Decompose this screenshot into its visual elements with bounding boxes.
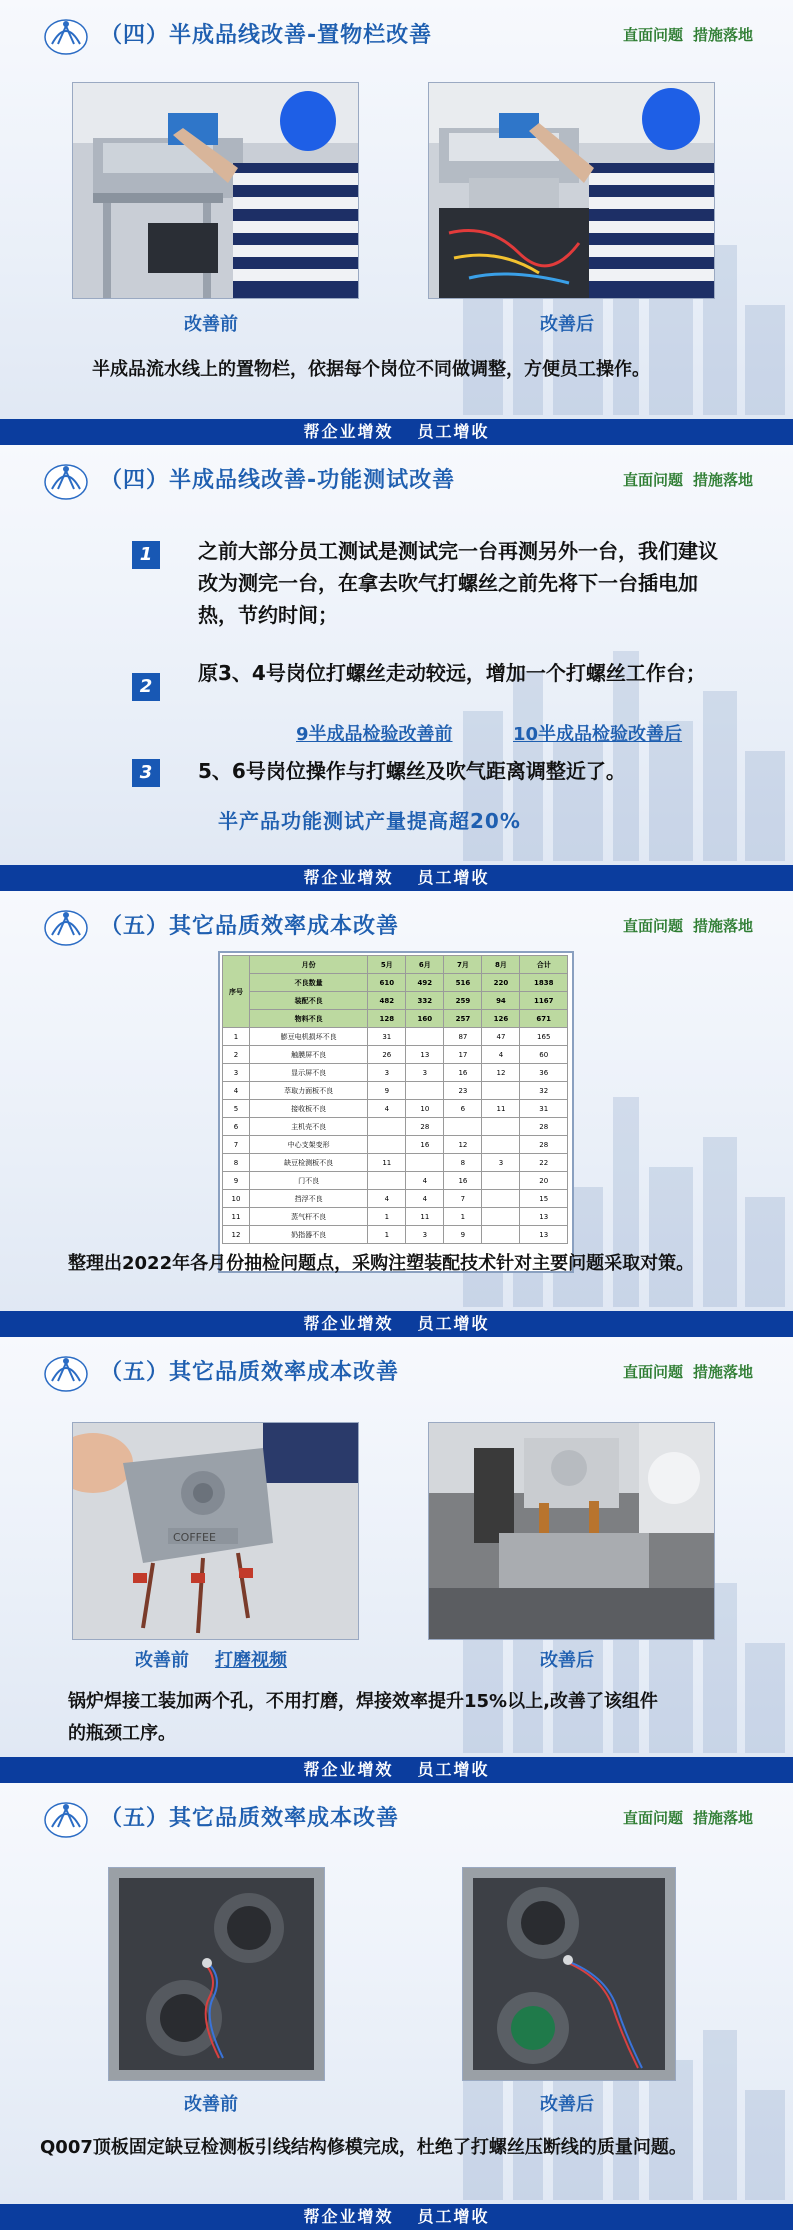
tag-face-problem: 直面问题 bbox=[622, 917, 683, 935]
table-cell: 516 bbox=[444, 974, 482, 992]
slide-title: （四）半成品线改善-置物栏改善 bbox=[100, 23, 433, 48]
footer-right-text: 员工增收 bbox=[417, 868, 490, 887]
table-row bbox=[223, 1082, 568, 1100]
table-cell bbox=[368, 1172, 406, 1190]
table-cell bbox=[406, 1028, 444, 1046]
table-cell: 4 bbox=[368, 1190, 406, 1208]
photo-before bbox=[108, 1867, 325, 2081]
table-cell bbox=[368, 1136, 406, 1154]
table-cell: 87 bbox=[444, 1028, 482, 1046]
footer-right-text: 员工增收 bbox=[417, 422, 490, 441]
table-header: 8月 bbox=[482, 956, 520, 974]
table-cell: 4 bbox=[406, 1172, 444, 1190]
item-number-3: 3 bbox=[132, 759, 160, 787]
slide-q007-wiring bbox=[0, 1783, 793, 2230]
photo-engraving: COFFEE bbox=[173, 1531, 216, 1544]
table-header: 月份 bbox=[250, 956, 368, 974]
table-header: 6月 bbox=[406, 956, 444, 974]
footer-left-text: 帮企业增效 bbox=[303, 1314, 394, 1333]
slide-boiler-welding bbox=[0, 1337, 793, 1783]
footer-left-text: 帮企业增效 bbox=[303, 1760, 394, 1779]
table-summary-row bbox=[223, 974, 568, 992]
table-cell: 2 bbox=[223, 1046, 250, 1064]
item-text-2: 原3、4号岗位打螺丝走动较远，增加一个打螺丝工作台； bbox=[198, 661, 706, 685]
table-cell bbox=[406, 1154, 444, 1172]
table-cell: 12 bbox=[223, 1226, 250, 1244]
table-cell: 挡浮不良 bbox=[250, 1190, 368, 1208]
table-cell: 9 bbox=[444, 1226, 482, 1244]
table-row bbox=[223, 1046, 568, 1064]
table-cell: 接收板不良 bbox=[250, 1100, 368, 1118]
table-cell: 4 bbox=[223, 1082, 250, 1100]
table-cell: 3 bbox=[482, 1154, 520, 1172]
table-cell: 60 bbox=[520, 1046, 568, 1064]
photo-after bbox=[428, 1422, 715, 1640]
table-cell: 奶指器不良 bbox=[250, 1226, 368, 1244]
table-cell: 3 bbox=[406, 1226, 444, 1244]
table-cell: 1 bbox=[368, 1208, 406, 1226]
table-cell: 中心支架变形 bbox=[250, 1136, 368, 1154]
table-cell: 28 bbox=[520, 1136, 568, 1154]
slide-quality-table bbox=[0, 891, 793, 1337]
slide-title: （四）半成品线改善-功能测试改善 bbox=[100, 468, 456, 493]
slide-tags bbox=[613, 915, 753, 936]
table-row bbox=[223, 1028, 568, 1046]
table-cell bbox=[482, 1136, 520, 1154]
tag-face-problem: 直面问题 bbox=[622, 1809, 683, 1827]
photo-after bbox=[462, 1867, 676, 2081]
table-cell: 482 bbox=[368, 992, 406, 1010]
table-cell: 11 bbox=[482, 1100, 520, 1118]
table-cell: 16 bbox=[444, 1172, 482, 1190]
table-cell: 23 bbox=[444, 1082, 482, 1100]
table-cell: 332 bbox=[406, 992, 444, 1010]
table-cell: 11 bbox=[406, 1208, 444, 1226]
slide-description: 半成品流水线上的置物栏，依据每个岗位不同做调整，方便员工操作。 bbox=[92, 359, 650, 380]
table-row bbox=[223, 1190, 568, 1208]
table-cell bbox=[406, 1082, 444, 1100]
slide-tags bbox=[613, 1807, 753, 1828]
table-row bbox=[223, 1136, 568, 1154]
table-cell bbox=[482, 1226, 520, 1244]
table-row bbox=[223, 1208, 568, 1226]
table-cell: 1838 bbox=[520, 974, 568, 992]
table-cell: 22 bbox=[520, 1154, 568, 1172]
table-cell: 31 bbox=[368, 1028, 406, 1046]
table-summary-row bbox=[223, 1010, 568, 1028]
footer-banner bbox=[0, 1311, 793, 1337]
link-before-video[interactable]: 9半成品检验改善前 bbox=[296, 724, 453, 745]
item-number-2: 2 bbox=[132, 673, 160, 701]
table-row bbox=[223, 1172, 568, 1190]
table-cell: 10 bbox=[406, 1100, 444, 1118]
table-cell bbox=[482, 1172, 520, 1190]
tag-face-problem: 直面问题 bbox=[622, 26, 683, 44]
item-text-1: 之前大部分员工测试是测试完一台再测另外一台，我们建议改为测完一台，在拿去吹气打螺丝之前先将下一台插电加热，节约时间； bbox=[198, 539, 718, 627]
table-cell: 16 bbox=[444, 1064, 482, 1082]
slide-tags bbox=[613, 469, 753, 490]
slide-title: （五）其它品质效率成本改善 bbox=[100, 1360, 400, 1385]
table-cell: 259 bbox=[444, 992, 482, 1010]
tag-face-problem: 直面问题 bbox=[622, 471, 683, 489]
table-cell: 13 bbox=[520, 1208, 568, 1226]
table-cell: 11 bbox=[368, 1154, 406, 1172]
table-cell: 12 bbox=[482, 1064, 520, 1082]
table-header: 合计 bbox=[520, 956, 568, 974]
table-cell: 7 bbox=[223, 1136, 250, 1154]
slide-description-line1: 锅炉焊接工装加两个孔，不用打磨，焊接效率提升15%以上,改善了该组件 bbox=[68, 1691, 658, 1712]
table-cell bbox=[482, 1208, 520, 1226]
table-cell: 6 bbox=[444, 1100, 482, 1118]
table-cell: 17 bbox=[444, 1046, 482, 1064]
footer-left-text: 帮企业增效 bbox=[303, 2207, 394, 2226]
tag-measures: 措施落地 bbox=[692, 1809, 753, 1827]
caption-after: 改善后 bbox=[540, 2094, 594, 2115]
slide-description-line2: 的瓶颈工序。 bbox=[68, 1723, 176, 1744]
table-cell: 9 bbox=[368, 1082, 406, 1100]
tag-measures: 措施落地 bbox=[692, 471, 753, 489]
slide-title: （五）其它品质效率成本改善 bbox=[100, 914, 400, 939]
table-cell bbox=[482, 1118, 520, 1136]
table-cell: 5 bbox=[223, 1100, 250, 1118]
company-logo bbox=[44, 1351, 88, 1393]
table-cell: 6 bbox=[223, 1118, 250, 1136]
slide-title: （五）其它品质效率成本改善 bbox=[100, 1806, 400, 1831]
tag-measures: 措施落地 bbox=[692, 1363, 753, 1381]
table-cell bbox=[482, 1082, 520, 1100]
table-cell: 13 bbox=[520, 1226, 568, 1244]
slide-description: 整理出2022年各月份抽检问题点，采购注塑装配技术针对主要问题采取对策。 bbox=[68, 1253, 695, 1274]
table-cell: 47 bbox=[482, 1028, 520, 1046]
company-logo bbox=[44, 459, 88, 501]
table-cell: 12 bbox=[444, 1136, 482, 1154]
table-row bbox=[223, 1100, 568, 1118]
table-cell: 28 bbox=[520, 1118, 568, 1136]
table-cell: 触膜屏不良 bbox=[250, 1046, 368, 1064]
table-cell: 165 bbox=[520, 1028, 568, 1046]
table-cell: 蒸气杆不良 bbox=[250, 1208, 368, 1226]
table-cell: 1 bbox=[444, 1208, 482, 1226]
table-cell: 萃取力面板不良 bbox=[250, 1082, 368, 1100]
footer-banner bbox=[0, 419, 793, 445]
table-cell: 16 bbox=[406, 1136, 444, 1154]
table-cell: 1 bbox=[223, 1028, 250, 1046]
footer-banner bbox=[0, 865, 793, 891]
caption-before: 改善前 bbox=[135, 1650, 189, 1671]
tag-measures: 措施落地 bbox=[692, 917, 753, 935]
slide-tags bbox=[613, 1361, 753, 1382]
table-cell: 主机壳不良 bbox=[250, 1118, 368, 1136]
table-cell: 4 bbox=[368, 1100, 406, 1118]
table-cell: 28 bbox=[406, 1118, 444, 1136]
footer-left-text: 帮企业增效 bbox=[303, 868, 394, 887]
table-cell: 4 bbox=[406, 1190, 444, 1208]
slide-tags bbox=[613, 24, 753, 45]
table-cell: 492 bbox=[406, 974, 444, 992]
slide-function-test-improvement bbox=[0, 445, 793, 891]
company-logo bbox=[44, 14, 88, 56]
table-cell: 20 bbox=[520, 1172, 568, 1190]
table-cell bbox=[444, 1118, 482, 1136]
slide-shelf-improvement bbox=[0, 0, 793, 445]
table-cell: 94 bbox=[482, 992, 520, 1010]
table-cell: 3 bbox=[406, 1064, 444, 1082]
table-cell: 1167 bbox=[520, 992, 568, 1010]
table-cell: 3 bbox=[223, 1064, 250, 1082]
caption-after: 改善后 bbox=[540, 1650, 594, 1671]
table-cell: 门不良 bbox=[250, 1172, 368, 1190]
result-highlight: 半产品功能测试产量提高超20% bbox=[218, 809, 521, 833]
defect-table bbox=[222, 955, 568, 1244]
footer-banner bbox=[0, 2204, 793, 2230]
table-cell: 膨豆电机损坏不良 bbox=[250, 1028, 368, 1046]
table-cell: 11 bbox=[223, 1208, 250, 1226]
table-cell: 36 bbox=[520, 1064, 568, 1082]
photo-before bbox=[72, 82, 359, 299]
table-summary-row bbox=[223, 992, 568, 1010]
table-cell: 3 bbox=[368, 1064, 406, 1082]
link-after-video[interactable]: 10半成品检验改善后 bbox=[513, 724, 683, 745]
table-cell: 1 bbox=[368, 1226, 406, 1244]
table-cell: 610 bbox=[368, 974, 406, 992]
table-row bbox=[223, 1226, 568, 1244]
table-cell: 8 bbox=[223, 1154, 250, 1172]
table-cell: 31 bbox=[520, 1100, 568, 1118]
footer-right-text: 员工增收 bbox=[417, 1760, 490, 1779]
table-cell bbox=[482, 1190, 520, 1208]
footer-left-text: 帮企业增效 bbox=[303, 422, 394, 441]
table-cell: 126 bbox=[482, 1010, 520, 1028]
table-cell: 10 bbox=[223, 1190, 250, 1208]
tag-measures: 措施落地 bbox=[692, 26, 753, 44]
photo-before bbox=[72, 1422, 359, 1640]
item-text-3: 5、6号岗位操作与打螺丝及吹气距离调整近了。 bbox=[198, 759, 626, 783]
caption-before: 改善前 bbox=[184, 2094, 238, 2115]
table-cell: 220 bbox=[482, 974, 520, 992]
table-cell: 32 bbox=[520, 1082, 568, 1100]
table-cell: 257 bbox=[444, 1010, 482, 1028]
table-row bbox=[223, 1064, 568, 1082]
table-cell: 4 bbox=[482, 1046, 520, 1064]
table-cell: 26 bbox=[368, 1046, 406, 1064]
table-cell: 装配不良 bbox=[250, 992, 368, 1010]
company-logo bbox=[44, 905, 88, 947]
table-cell: 128 bbox=[368, 1010, 406, 1028]
table-cell: 物料不良 bbox=[250, 1010, 368, 1028]
photo-after bbox=[428, 82, 715, 299]
table-cell: 9 bbox=[223, 1172, 250, 1190]
slide-description: Q007顶板固定缺豆检测板引线结构修模完成，杜绝了打螺丝压断线的质量问题。 bbox=[40, 2137, 687, 2158]
company-logo bbox=[44, 1797, 88, 1839]
table-cell: 13 bbox=[406, 1046, 444, 1064]
table-header: 7月 bbox=[444, 956, 482, 974]
table-row bbox=[223, 1154, 568, 1172]
tag-face-problem: 直面问题 bbox=[622, 1363, 683, 1381]
caption-after: 改善后 bbox=[540, 314, 594, 335]
table-cell: 7 bbox=[444, 1190, 482, 1208]
footer-right-text: 员工增收 bbox=[417, 1314, 490, 1333]
item-number-1: 1 bbox=[132, 541, 160, 569]
table-cell bbox=[368, 1118, 406, 1136]
table-cell: 15 bbox=[520, 1190, 568, 1208]
footer-banner bbox=[0, 1757, 793, 1783]
table-cell: 160 bbox=[406, 1010, 444, 1028]
table-cell: 显示屏不良 bbox=[250, 1064, 368, 1082]
caption-before: 改善前 bbox=[184, 314, 238, 335]
link-grinding-video[interactable]: 打磨视频 bbox=[215, 1650, 287, 1671]
table-cell: 671 bbox=[520, 1010, 568, 1028]
table-cell: 8 bbox=[444, 1154, 482, 1172]
table-cell: 不良数量 bbox=[250, 974, 368, 992]
footer-right-text: 员工增收 bbox=[417, 2207, 490, 2226]
table-header: 5月 bbox=[368, 956, 406, 974]
table-cell: 缺豆检测板不良 bbox=[250, 1154, 368, 1172]
table-row bbox=[223, 1118, 568, 1136]
table-header: 序号 bbox=[223, 956, 250, 1028]
